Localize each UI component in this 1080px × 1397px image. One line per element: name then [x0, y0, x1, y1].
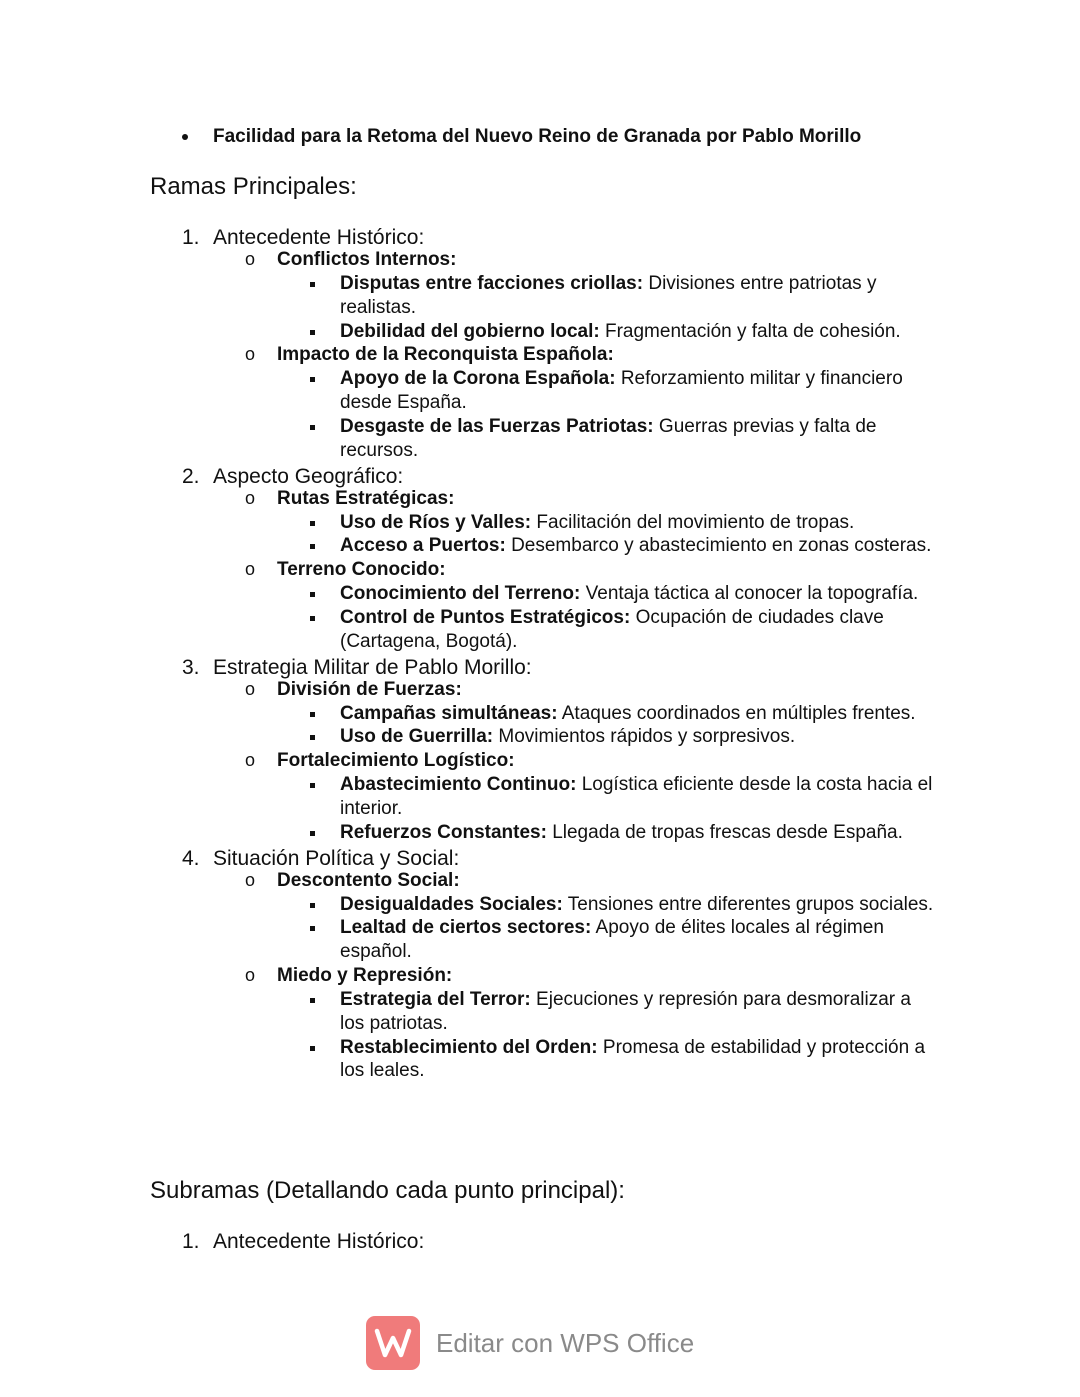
detail-label: Estrategia del Terror: [340, 988, 531, 1010]
detail-description: Guerras previas y falta de recursos. [340, 415, 877, 461]
section-number: 2. [182, 464, 200, 488]
circle-bullet-icon: o [245, 869, 256, 890]
detail-description: Ataques coordinados en múltiples frentes. [557, 702, 916, 724]
detail-label: Desigualdades Sociales: [340, 893, 563, 915]
subramas-item-title: Antecedente Histórico: [213, 1230, 425, 1253]
detail-text [340, 534, 935, 558]
detail-text [340, 1036, 935, 1084]
subgroup-item [0, 964, 1080, 988]
detail-description: Reforzamiento militar y financiero desde España. [340, 368, 903, 414]
detail-item [0, 821, 1080, 845]
detail-text [340, 606, 935, 654]
subgroup-title: Descontento Social: [277, 869, 460, 891]
circle-bullet-icon: o [245, 487, 256, 508]
wps-logo-icon [366, 1316, 420, 1370]
detail-description: Movimientos rápidos y sorpresivos. [493, 726, 796, 748]
subgroup-item [0, 558, 1080, 582]
square-bullet-icon [310, 783, 315, 788]
detail-text [340, 320, 935, 344]
detail-text [340, 893, 935, 917]
detail-description: Tensiones entre diferentes grupos sociales. [562, 893, 934, 915]
subgroup-item [0, 678, 1080, 702]
detail-text [340, 511, 935, 535]
detail-label: Refuerzos Constantes: [340, 821, 547, 843]
detail-item [0, 511, 1080, 535]
detail-label: Acceso a Puertos: [340, 535, 506, 557]
detail-description: Apoyo de élites locales al régimen español. [340, 917, 884, 963]
detail-item [0, 582, 1080, 606]
detail-label: Desgaste de las Fuerzas Patriotas: [340, 415, 654, 437]
detail-description: Ejecuciones y represión para desmoralizar a los patriotas. [340, 988, 911, 1034]
circle-bullet-icon: o [245, 678, 256, 699]
detail-text [340, 415, 935, 463]
square-bullet-icon [310, 377, 315, 382]
detail-text [340, 272, 935, 320]
square-bullet-icon [310, 616, 315, 621]
subgroup-item [0, 749, 1080, 773]
detail-label: Disputas entre facciones criollas: [340, 273, 644, 294]
detail-item [0, 1036, 1080, 1084]
heading-subramas: Subramas (Detallando cada punto principal): [150, 1177, 625, 1204]
detail-description: Divisiones entre patriotas y realistas. [340, 273, 877, 318]
detail-item [0, 606, 1080, 654]
ramas-list [0, 224, 1080, 1083]
wps-edit-label[interactable]: Editar con WPS Office [436, 1328, 695, 1358]
section-item [0, 463, 1080, 487]
detail-text [340, 773, 935, 821]
square-bullet-icon [310, 1046, 315, 1051]
detail-item [0, 367, 1080, 415]
detail-item [0, 893, 1080, 917]
square-bullet-icon [310, 330, 315, 335]
section-title: Antecedente Histórico: [213, 226, 425, 249]
detail-text [340, 367, 935, 415]
detail-item [0, 988, 1080, 1036]
detail-label: Conocimiento del Terreno: [340, 583, 581, 605]
section-item [0, 224, 1080, 248]
subgroup-title: División de Fuerzas: [277, 678, 462, 700]
square-bullet-icon [310, 521, 315, 526]
section-title: Aspecto Geográfico: [213, 464, 404, 488]
subgroup-item [0, 487, 1080, 511]
subgroup-item [0, 343, 1080, 367]
subramas-list [0, 1228, 1080, 1252]
subgroup-title: Miedo y Represión: [277, 964, 453, 986]
detail-item [0, 702, 1080, 726]
square-bullet-icon [310, 712, 315, 717]
circle-bullet-icon: o [245, 344, 256, 365]
subgroup-title: Rutas Estratégicas: [277, 487, 455, 509]
top-bullet-text: Facilidad para la Retoma del Nuevo Reino de Granada por Pablo Morillo [213, 126, 862, 147]
detail-text [340, 988, 935, 1036]
detail-label: Uso de Guerrilla: [340, 726, 494, 748]
subramas-item [0, 1228, 1080, 1252]
square-bullet-icon [310, 735, 315, 740]
detail-description: Ventaja táctica al conocer la topografía. [580, 583, 919, 605]
square-bullet-icon [310, 831, 315, 836]
square-bullet-icon [310, 926, 315, 931]
subramas-item-number: 1. [182, 1230, 200, 1253]
detail-label: Campañas simultáneas: [340, 702, 558, 724]
section-number: 4. [182, 846, 200, 870]
subgroup-item [0, 248, 1080, 272]
wps-edit-banner[interactable] [366, 1316, 695, 1372]
circle-bullet-icon: o [245, 249, 256, 269]
subgroup-title: Fortalecimiento Logístico: [277, 750, 515, 772]
bullet-dot-icon [182, 134, 188, 140]
detail-label: Apoyo de la Corona Española: [340, 368, 616, 390]
detail-description: Promesa de estabilidad y protección a los leales. [340, 1036, 926, 1082]
detail-item [0, 725, 1080, 749]
detail-label: Uso de Ríos y Valles: [340, 511, 532, 533]
circle-bullet-icon: o [245, 750, 256, 771]
detail-item [0, 534, 1080, 558]
section-number: 1. [182, 226, 200, 249]
detail-text [340, 821, 935, 845]
square-bullet-icon [310, 425, 315, 430]
square-bullet-icon [310, 903, 315, 908]
detail-label: Debilidad del gobierno local: [340, 320, 600, 342]
square-bullet-icon [310, 592, 315, 597]
subgroup-title: Conflictos Internos: [277, 249, 457, 270]
detail-description: Logística eficiente desde la costa hacia el interior. [340, 774, 933, 819]
subgroup-title: Terreno Conocido: [277, 559, 446, 581]
detail-text [340, 582, 935, 606]
detail-description: Llegada de tropas frescas desde España. [546, 821, 903, 843]
detail-item [0, 320, 1080, 344]
detail-label: Control de Puntos Estratégicos: [340, 606, 631, 628]
circle-bullet-icon: o [245, 964, 256, 985]
detail-text [340, 916, 935, 964]
detail-item [0, 916, 1080, 964]
detail-description: Desembarco y abastecimiento en zonas costeras. [505, 535, 932, 557]
section-title: Estrategia Militar de Pablo Morillo: [213, 655, 532, 679]
square-bullet-icon [310, 544, 315, 549]
circle-bullet-icon: o [245, 559, 256, 580]
detail-label: Abastecimiento Continuo: [340, 774, 577, 796]
detail-text [340, 725, 935, 749]
detail-description: Fragmentación y falta de cohesión. [599, 320, 901, 342]
square-bullet-icon [310, 998, 315, 1003]
detail-item [0, 773, 1080, 821]
section-item [0, 845, 1080, 869]
detail-description: Facilitación del movimiento de tropas. [531, 511, 855, 533]
detail-label: Lealtad de ciertos sectores: [340, 917, 592, 939]
detail-text [340, 702, 935, 726]
subgroup-item [0, 869, 1080, 893]
subgroup-title: Impacto de la Reconquista Española: [277, 344, 614, 366]
square-bullet-icon [310, 282, 315, 287]
section-number: 3. [182, 655, 200, 679]
section-title: Situación Política y Social: [213, 846, 460, 870]
detail-description: Ocupación de ciudades clave (Cartagena, Bogotá). [340, 606, 884, 652]
detail-item [0, 272, 1080, 320]
detail-item [0, 415, 1080, 463]
heading-ramas-principales: Ramas Principales: [150, 173, 357, 200]
detail-label: Restablecimiento del Orden: [340, 1036, 598, 1058]
section-item [0, 654, 1080, 678]
